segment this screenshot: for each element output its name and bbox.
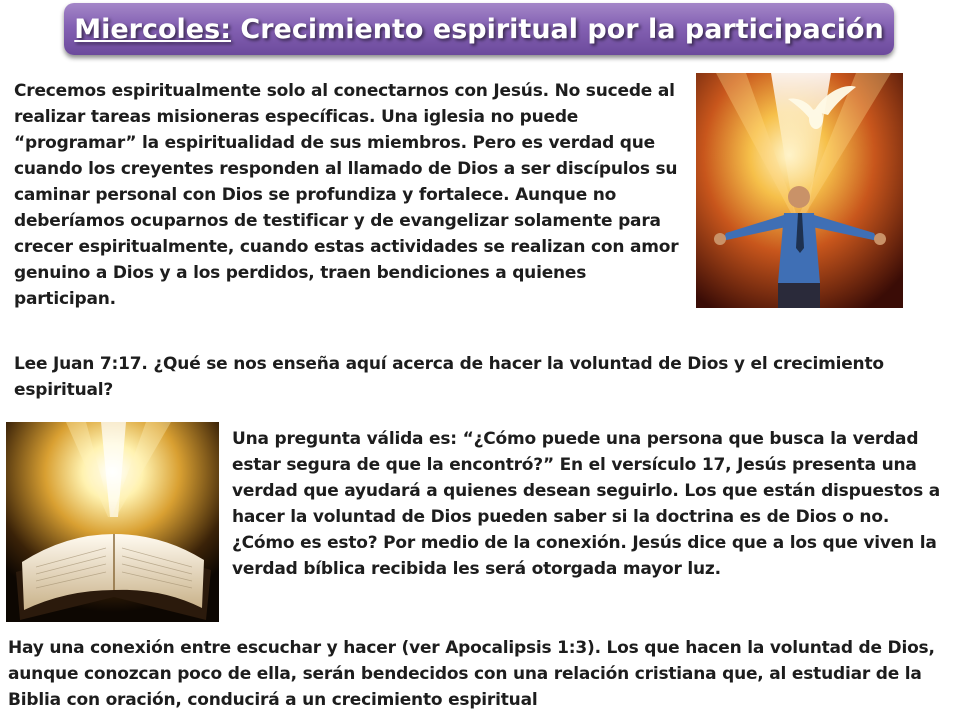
title-main: Crecimiento espiritual por la participación: [231, 13, 884, 45]
closing-paragraph: Hay una conexión entre escuchar y hacer (ver Apocalipsis 1:3). Los que hacen la voluntad de Dios, aunque conozcan poco de ella, serán bendecidos con una relación cristiana que, al estudiar de la Biblia con oración, conducirá a un crecimiento espiritual: [8, 638, 935, 710]
bible-icon: [6, 422, 219, 622]
man-with-dove-image: [696, 73, 903, 308]
glowing-bible-image: [6, 422, 219, 622]
question-paragraph: Lee Juan 7:17. ¿Qué se nos enseña aquí acerca de hacer la voluntad de Dios y el crecimiento espiritual?: [14, 354, 884, 400]
man-with-dove-icon: [696, 73, 903, 308]
answer-paragraph: Una pregunta válida es: “¿Cómo puede una persona que busca la verdad estar segura de que la encontró?” En el versículo 17, Jesús presenta una verdad que ayudará a quienes desean seguirlo. Los que están dispuestos a hacer la voluntad de Dios pueden saber si la doctrina es de Dios o no. ¿Cómo es esto? Por medio de la conexión. Jesús dice que a los que viven la verdad bíblica recibida les será otorgada mayor luz.: [232, 429, 941, 579]
title-prefix: Miercoles:: [74, 13, 231, 45]
slide-title: [64, 3, 894, 55]
intro-paragraph: Crecemos espiritualmente solo al conectarnos con Jesús. No sucede al realizar tareas misioneras específicas. Una iglesia no puede “programar” la espiritualidad de sus miembros. Pero es verdad que cuando los creyentes responden al llamado de Dios a ser discípulos su caminar personal con Dios se profundiza y fortalece. Aunque no deberíamos ocuparnos de testificar y de evangelizar solamente para crecer espiritualmente, cuando estas actividades se realizan con amor genuino a Dios y a los perdidos, traen bendiciones a quienes participan.: [14, 81, 679, 309]
